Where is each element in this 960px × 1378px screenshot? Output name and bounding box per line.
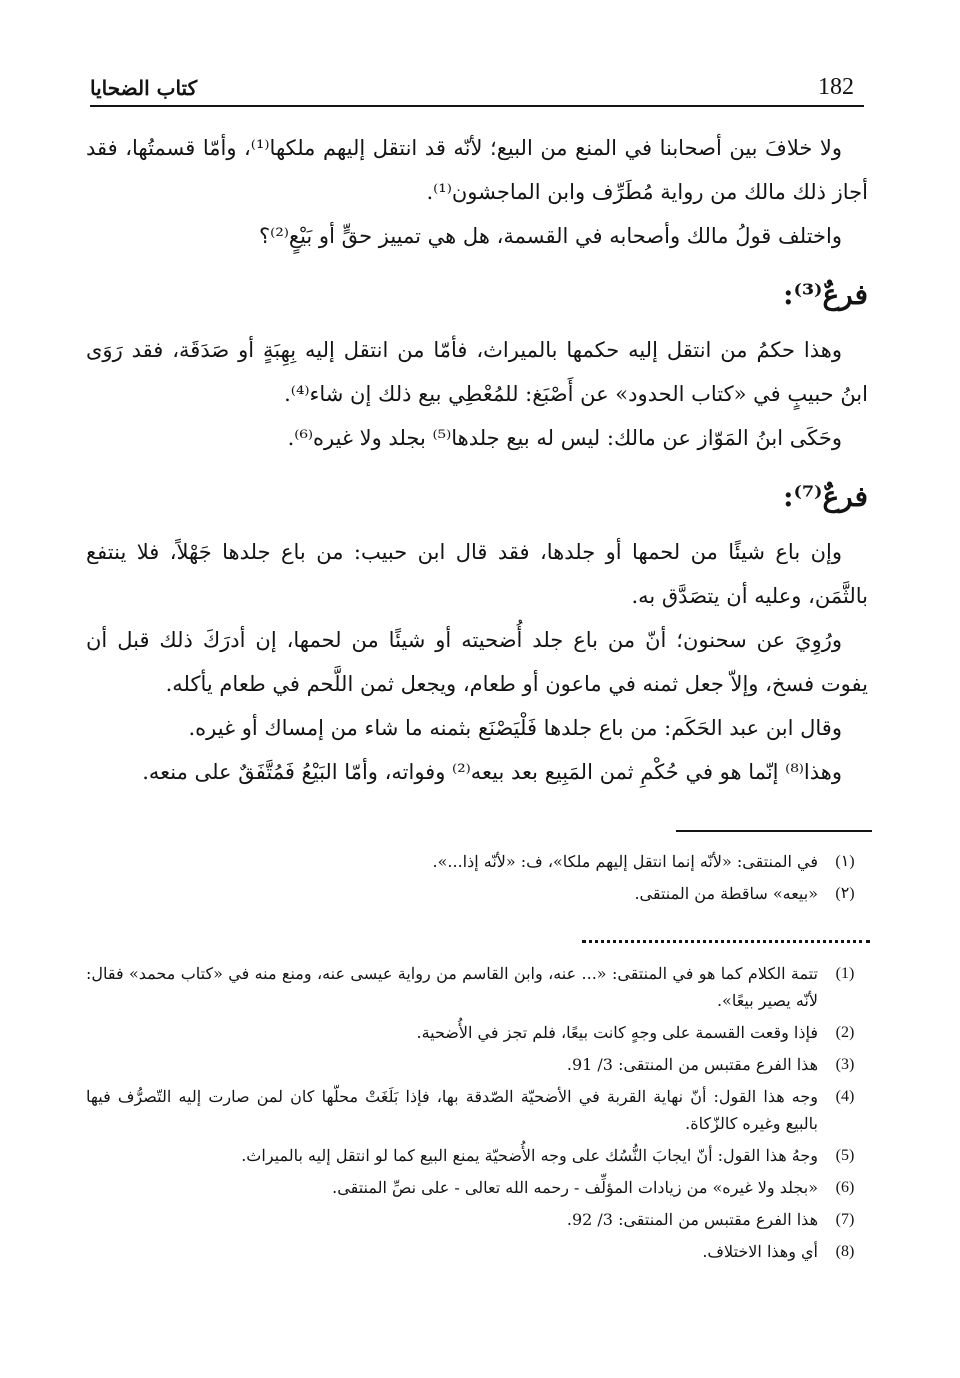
footnote-text: وجه هذا القول: أنّ نهاية القربة في الأضحيّة الصّدقة بها، فإذا بَلَغَتْ محلّها كان لمن صارت إليه التّصرُّف فيها بالبيع وغيره كالزّكاة.: [86, 1087, 819, 1133]
footnote-text: تتمة الكلام كما هو في المنتقى: «... عنه، وابن القاسم من رواية عيسى عنه، ومنع منه في «كتاب محمد» فقال: لأنّه يصير بيعًا».: [86, 964, 818, 1010]
footnote: [86, 880, 872, 907]
paragraph: وإن باع شيئًا من لحمها أو جلدها، فقد قال ابن حبيب: من باع جلدها جَهْلاً، فلا ينتفع بالثَّمَن، وعليه أن يتصَدَّق به.: [86, 540, 868, 608]
footnote-number: (7): [835, 1211, 855, 1228]
footnote-text: هذا الفرع مقتبس من المنتقى: 3/ 92.: [566, 1210, 818, 1229]
footnote-text: هذا الفرع مقتبس من المنتقى: 3/ 91.: [566, 1055, 818, 1074]
dotted-separator: [582, 940, 870, 943]
footnote: [86, 1238, 872, 1265]
footnote-text: فإذا وقعت القسمة على وجهٍ كانت بيعًا، فلم تجز في الأُضحية.: [416, 1023, 818, 1042]
section-heading: فرعٌ⁽³⁾:: [783, 278, 868, 311]
footnote-number: (1): [835, 965, 855, 982]
footnote: [86, 848, 872, 875]
footnote-number: (3): [835, 1056, 855, 1073]
footnote-number: (٢): [835, 885, 855, 902]
paragraph: ولا خلافَ بين أصحابنا في المنع من البيع؛ لأنّه قد انتقل إليهم ملكها⁽¹⁾، وأمّا قسمتُها، فقد أجاز ذلك مالك من رواية مُطَرِّف وابن الماجشون⁽¹⁾.: [86, 136, 868, 204]
footnote-text: «بيعه» ساقطة من المنتقى.: [634, 884, 818, 903]
footnote: [86, 1083, 872, 1137]
footnote-text: وجهُ هذا القول: أنّ ايجابَ النُّسُك على وجه الأُضحيّة يمنع البيع كما لو انتقل إليه بالميراث.: [241, 1146, 818, 1165]
footnote-number: (2): [835, 1024, 855, 1041]
editor-footnotes: [86, 848, 872, 912]
footnote-number: (5): [835, 1147, 855, 1164]
paragraph: وحَكَى ابنُ المَوّاز عن مالك: ليس له بيع جلدها⁽⁵⁾ بجلد ولا غيره⁽⁶⁾.: [287, 426, 842, 450]
paragraph: وهذا حكمُ من انتقل إليه حكمها بالميراث، فأمّا من انتقل إليه بِهِبَةٍ أو صَدَقَة، فقد رَوَى ابنُ حبيبٍ في «كتاب الحدود» عن أَصْبَغ: للمُعْطِي بيع ذلك إن شاء⁽⁴⁾.: [86, 338, 868, 406]
section-heading: فرعٌ⁽⁷⁾:: [783, 480, 868, 513]
footnote-number: (4): [835, 1088, 855, 1105]
page-header: [90, 72, 864, 106]
paragraph: وقال ابن عبد الحَكَم: من باع جلدها فَلْيَصْنَع بثمنه ما شاء من إمساك أو غيره.: [188, 716, 842, 740]
footnote: [86, 1142, 872, 1169]
footnote-separator: [676, 830, 872, 832]
footnote: [86, 1019, 872, 1046]
author-footnotes: [86, 960, 872, 1270]
paragraph: وهذا⁽⁸⁾ إنّما هو في حُكْمِ ثمن المَبِيع بعد بيعه⁽²⁾ وفواته، وأمّا البَيْعُ فَمُتَّفَقٌ على منعه.: [142, 760, 842, 784]
page-number: 182: [818, 74, 854, 100]
footnote-text: «بجلد ولا غيره» من زيادات المؤلِّف - رحمه الله تعالى - على نصِّ المنتقى.: [332, 1178, 818, 1197]
footnote: [86, 1051, 872, 1078]
paragraph: واختلف قولُ مالك وأصحابه في القسمة، هل هي تمييز حقٍّ أو بَيْعٍ⁽²⁾؟: [259, 224, 842, 248]
footnote: [86, 1206, 872, 1233]
running-title: كتاب الضحايا: [90, 76, 198, 100]
footnote: [86, 960, 872, 1014]
footnote-text: أي وهذا الاختلاف.: [702, 1242, 818, 1261]
footnote-number: (١): [835, 853, 855, 870]
header-rule: [90, 105, 864, 107]
footnote: [86, 1174, 872, 1201]
main-text: [86, 126, 868, 794]
footnote-number: (8): [835, 1243, 855, 1260]
paragraph: ورُوِيَ عن سحنون؛ أنّ من باع جلد أُضحيته أو شيئًا من لحمها، إن أدرَكَ ذلك قبل أن يفوت فسخ، وإلاّ جعل ثمنه في ماعون أو طعام، ويجعل ثمن اللَّحم في طعام يأكله.: [86, 628, 868, 696]
footnote-text: في المنتقى: «لأنّه إنما انتقل إليهم ملكا»، ف: «لأنّه إذا...».: [432, 852, 818, 871]
footnote-number: (6): [835, 1179, 855, 1196]
